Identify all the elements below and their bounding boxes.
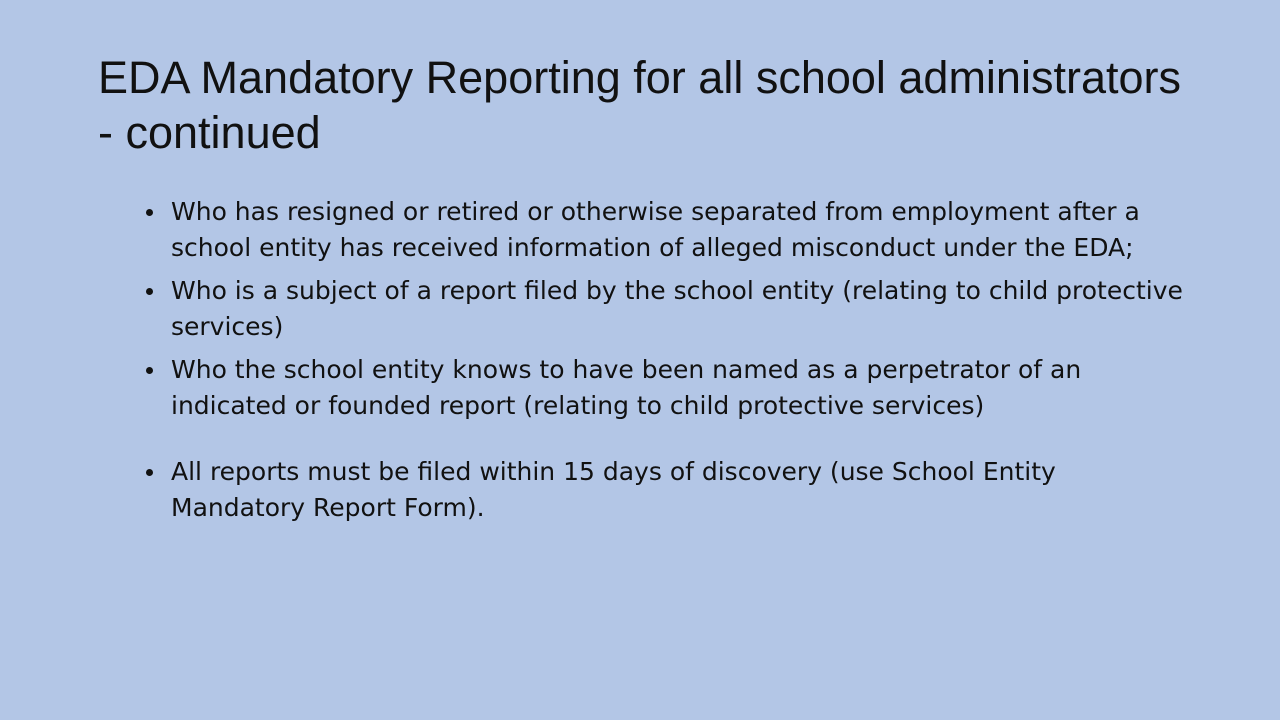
bullet-list	[146, 194, 1186, 533]
bullet-dot-icon	[146, 288, 153, 295]
bullet-item	[146, 273, 1186, 345]
bullet-item	[146, 194, 1186, 266]
bullet-dot-icon	[146, 209, 153, 216]
bullet-item	[146, 352, 1186, 424]
bullet-item	[146, 454, 1186, 526]
bullet-text: Who the school entity knows to have been named as a perpetrator of an indicated or founded report (relating to child protective services)	[171, 355, 1082, 420]
bullet-dot-icon	[146, 367, 153, 374]
bullet-text: Who is a subject of a report filed by the school entity (relating to child protective services)	[171, 276, 1183, 341]
slide-title: EDA Mandatory Reporting for all school administrators - continued	[98, 52, 1181, 158]
bullet-text: Who has resigned or retired or otherwise separated from employment after a school entity has received information of alleged misconduct under the EDA;	[171, 197, 1140, 262]
bullet-dot-icon	[146, 469, 153, 476]
bullet-text: All reports must be filed within 15 days of discovery (use School Entity Mandatory Report Form).	[171, 457, 1056, 522]
